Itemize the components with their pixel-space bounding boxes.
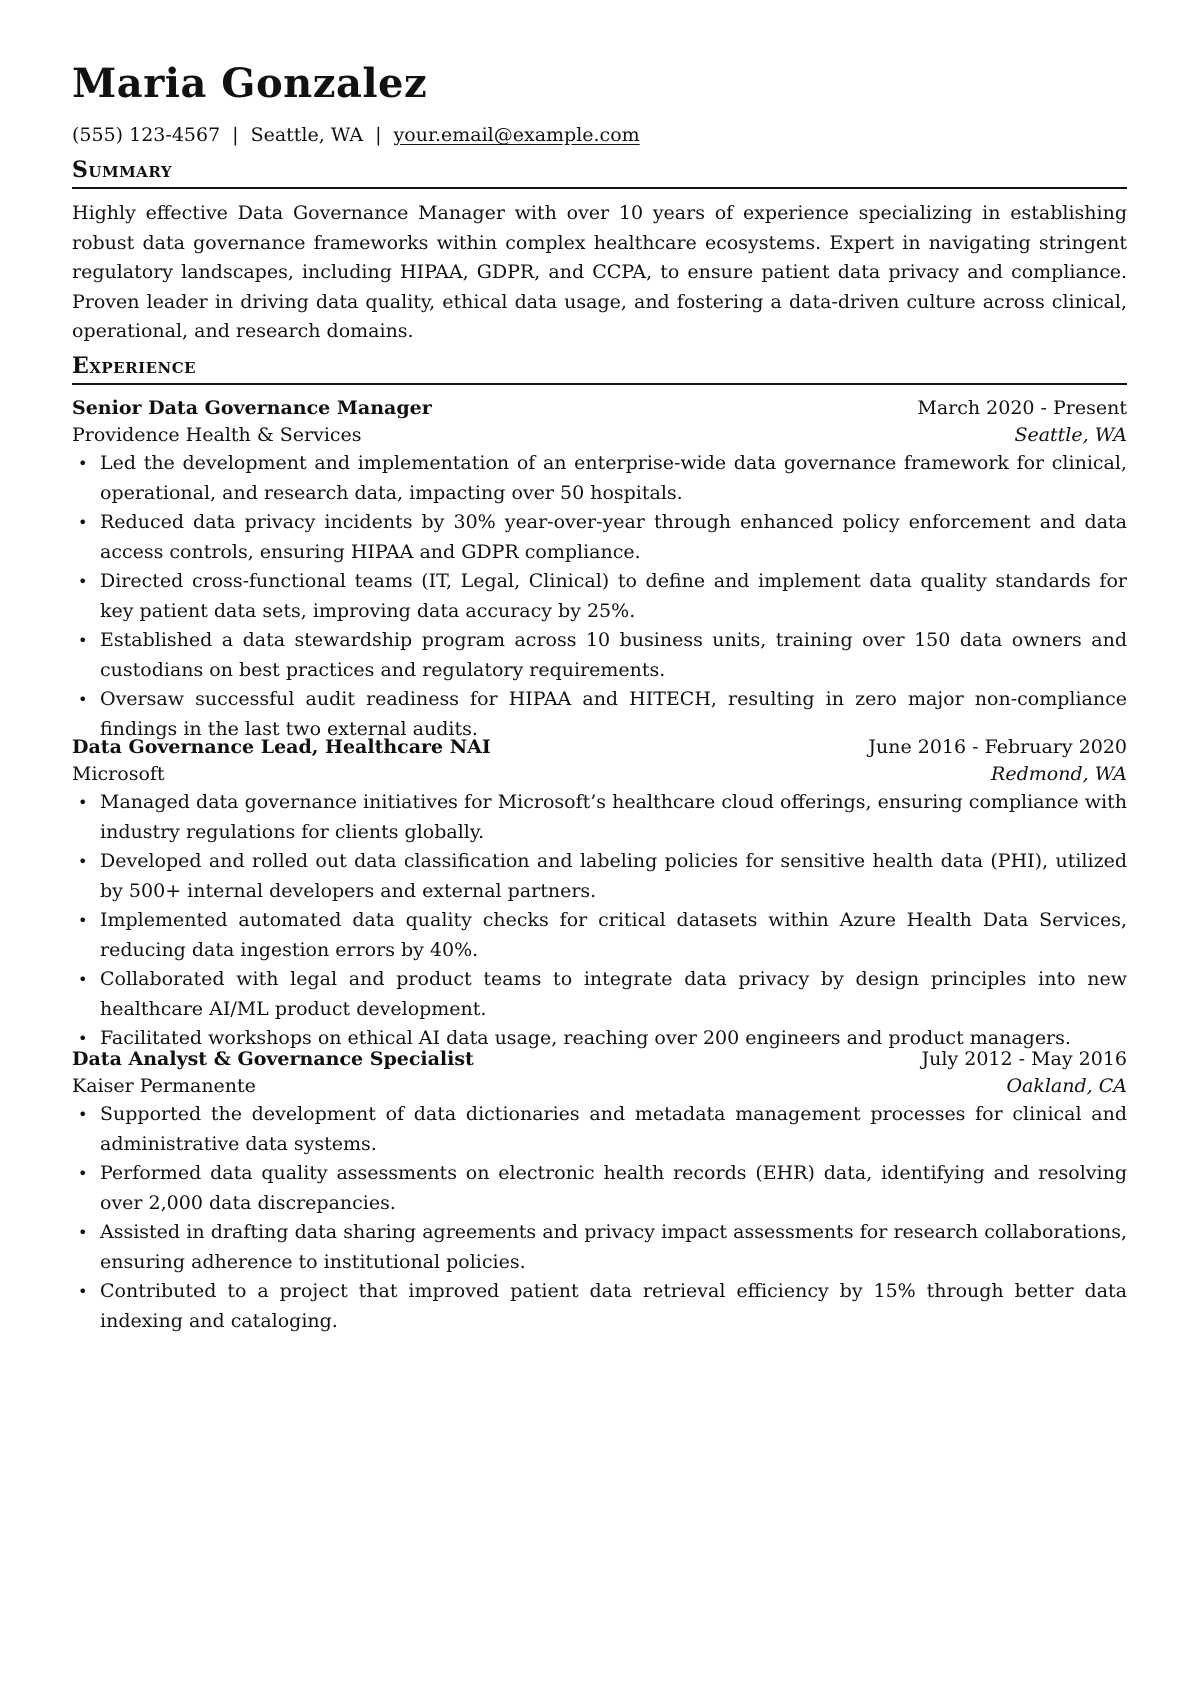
bullet-text: Established a data stewardship program across 10 business units, training over 150 data owners and custodians on best practices and regulatory requirements. [100, 629, 1127, 681]
contact-separator: | [232, 124, 239, 146]
job-bullets [72, 1100, 1127, 1336]
bullet-text: Developed and rolled out data classification and labeling policies for sensitive health data (PHI), utilized by 500+ internal developers and external partners. [100, 850, 1127, 902]
bullet-icon: • [78, 690, 88, 709]
bullet-icon: • [78, 1164, 88, 1183]
company-name: Kaiser Permanente [72, 1075, 256, 1097]
bullet-item [72, 508, 1127, 567]
bullet-text: Collaborated with legal and product teams to integrate data privacy by design principles into new healthcare AI/ML product development. [100, 968, 1127, 1020]
bullet-icon: • [78, 572, 88, 591]
job-header [72, 1045, 1127, 1074]
bullet-text: Contributed to a project that improved patient data retrieval efficiency by 15% through better data indexing and cataloging. [100, 1280, 1127, 1332]
experience-heading: Experience [72, 353, 197, 379]
contact-separator: | [375, 124, 382, 146]
job-bullets [72, 788, 1127, 1054]
bullet-item [72, 788, 1127, 847]
bullet-text: Led the development and implementation of an enterprise-wide data governance framework for clinical, operational, and research data, impacting over 50 hospitals. [100, 452, 1127, 504]
bullet-item [72, 965, 1127, 1024]
job-subheader [72, 760, 1127, 789]
bullet-item [72, 906, 1127, 965]
job-header [72, 394, 1127, 423]
phone-number: (555) 123-4567 [72, 124, 221, 146]
bullet-icon: • [78, 1105, 88, 1124]
email-link[interactable]: your.email@example.com [393, 124, 640, 146]
company-name: Microsoft [72, 763, 165, 785]
bullet-item [72, 1159, 1127, 1218]
bullet-icon: • [78, 631, 88, 650]
bullet-text: Reduced data privacy incidents by 30% year-over-year through enhanced policy enforcement and data access controls, ensuring HIPAA and GDPR compliance. [100, 511, 1127, 563]
bullet-icon: • [78, 1282, 88, 1301]
job-header [72, 733, 1127, 762]
job-bullets [72, 449, 1127, 744]
bullet-text: Facilitated workshops on ethical AI data usage, reaching over 200 engineers and product managers. [100, 1027, 1071, 1049]
bullet-icon: • [78, 513, 88, 532]
bullet-item [72, 567, 1127, 626]
bullet-item [72, 1277, 1127, 1336]
bullet-text: Oversaw successful audit readiness for HIPAA and HITECH, resulting in zero major non-compliance findings in the last two external audits. [100, 688, 1127, 740]
job-title: Senior Data Governance Manager [72, 397, 432, 419]
bullet-icon: • [78, 970, 88, 989]
job-dates: March 2020 - Present [917, 397, 1127, 419]
job-location: Redmond, WA [991, 763, 1127, 785]
job-title: Data Governance Lead, Healthcare NAI [72, 736, 491, 758]
candidate-name: Maria Gonzalez [72, 60, 428, 107]
company-name: Providence Health & Services [72, 424, 362, 446]
bullet-item [72, 1100, 1127, 1159]
job-location: Seattle, WA [1014, 424, 1127, 446]
bullet-item [72, 1218, 1127, 1277]
job-dates: June 2016 - February 2020 [868, 736, 1127, 758]
bullet-item [72, 626, 1127, 685]
job-location: Oakland, CA [1006, 1075, 1127, 1097]
bullet-text: Supported the development of data dictionaries and metadata management processes for clinical and administrative data systems. [100, 1103, 1127, 1155]
job-dates: July 2012 - May 2016 [921, 1048, 1127, 1070]
location-text: Seattle, WA [250, 124, 364, 146]
job-subheader [72, 1072, 1127, 1101]
bullet-text: Performed data quality assessments on electronic health records (EHR) data, identifying and resolving over 2,000 data discrepancies. [100, 1162, 1127, 1214]
section-divider [72, 383, 1127, 385]
summary-heading: Summary [72, 157, 173, 183]
bullet-icon: • [78, 454, 88, 473]
contact-line [72, 122, 640, 148]
bullet-icon: • [78, 852, 88, 871]
job-title: Data Analyst & Governance Specialist [72, 1048, 474, 1070]
bullet-item [72, 449, 1127, 508]
bullet-text: Implemented automated data quality checks for critical datasets within Azure Health Data Services, reducing data ingestion errors by 40%. [100, 909, 1127, 961]
bullet-icon: • [78, 793, 88, 812]
bullet-icon: • [78, 911, 88, 930]
section-divider [72, 187, 1127, 189]
bullet-text: Assisted in drafting data sharing agreements and privacy impact assessments for research collaborations, ensuring adherence to institutional policies. [100, 1221, 1127, 1273]
bullet-text: Managed data governance initiatives for Microsoft’s healthcare cloud offerings, ensuring compliance with industry regulations for clients globally. [100, 791, 1127, 843]
bullet-icon: • [78, 1223, 88, 1242]
bullet-item [72, 847, 1127, 906]
job-subheader [72, 421, 1127, 450]
bullet-text: Directed cross-functional teams (IT, Legal, Clinical) to define and implement data quality standards for key patient data sets, improving data accuracy by 25%. [100, 570, 1127, 622]
summary-text: Highly effective Data Governance Manager with over 10 years of experience specializing in establishing robust data governance frameworks within complex healthcare ecosystems. Expert in navigating stringent regulatory landscapes, including HIPAA, GDPR, and CCPA, to ensure patient data privacy and compliance. Proven leader in driving data quality, ethical data usage, and fostering a data-driven culture across clinical, operational, and research domains. [72, 202, 1127, 342]
bullet-icon: • [78, 1029, 88, 1048]
